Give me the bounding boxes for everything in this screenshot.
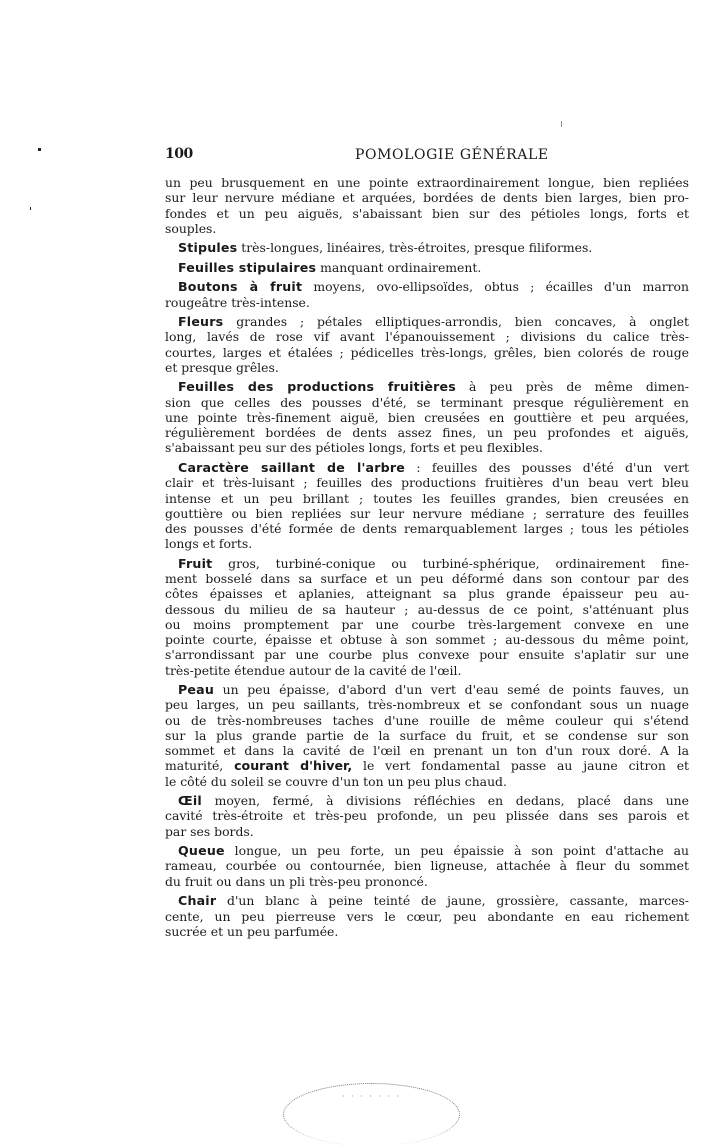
text-line — [165, 425, 689, 440]
line-text: longs et forts. — [165, 536, 253, 552]
text-line — [165, 632, 689, 647]
text-line — [165, 206, 689, 221]
text-line — [165, 329, 689, 344]
line-text: sommet et dans la cavité de l'œil en prenant un ton d'un roux doré. A la — [165, 743, 689, 759]
entry-term: Queue — [178, 843, 225, 859]
text-line — [165, 345, 689, 360]
text-line — [165, 395, 689, 410]
running-title: POMOLOGIE GÉNÉRALE — [355, 147, 549, 163]
text-line — [165, 697, 689, 712]
paragraph — [165, 460, 689, 552]
line-text: à peu près de même dimen- — [455, 379, 689, 395]
line-text: peu larges, un peu saillants, très-nombreux et se confondant sous un nuage — [165, 697, 689, 713]
paragraph — [165, 240, 689, 255]
text-line — [165, 793, 689, 808]
text-line — [165, 295, 689, 310]
line-text: sur leur nervure médiane et arquées, bordées de dents bien larges, bien pro- — [165, 190, 689, 206]
line-text: sion que celles des pousses d'été, se terminant presque régulièrement en — [165, 394, 689, 410]
text-line — [165, 602, 689, 617]
paragraph — [165, 175, 689, 236]
paragraph — [165, 793, 689, 839]
paragraph — [165, 314, 689, 375]
emphasis-text: courant d'hiver, — [234, 758, 353, 774]
text-line — [165, 586, 689, 601]
entry-term: Caractère saillant de l'arbre — [178, 460, 406, 476]
line-text: ou moins promptement par une courbe très-largement convexe en une — [165, 616, 689, 632]
text-line — [165, 460, 689, 475]
scan-speck — [30, 207, 31, 210]
line-text: courtes, larges et étalées ; pédicelles très-longs, grêles, bien colorés de rouge — [165, 344, 689, 360]
entry-term: Fruit — [178, 555, 213, 571]
paragraph — [165, 260, 689, 275]
text-line — [165, 491, 689, 506]
paragraph — [165, 279, 689, 310]
text-line — [165, 379, 689, 394]
line-text: souples. — [165, 220, 217, 236]
line-text: le vert fondamental passe au jaune citron et — [352, 758, 690, 774]
scan-speck — [561, 121, 562, 127]
text-line — [165, 663, 689, 678]
line-text: cente, un peu pierreuse vers le cœur, peu abondante en eau richement — [165, 908, 689, 924]
page-header — [150, 146, 690, 166]
entry-term: Fleurs — [178, 314, 224, 330]
line-text: très-petite étendue autour de la cavité de l'œil. — [165, 662, 462, 678]
text-line — [165, 240, 689, 255]
body-text — [165, 175, 689, 943]
line-text: du fruit ou dans un pli très-peu prononcé. — [165, 873, 428, 889]
paragraph — [165, 682, 689, 789]
line-text: clair et très-luisant ; feuilles des productions fruitières d'un beau vert bleu — [165, 475, 689, 491]
paragraph — [165, 843, 689, 889]
text-line — [165, 617, 689, 632]
library-stamp: · · · · · · · — [283, 1083, 460, 1146]
line-text: manquant ordinairement. — [316, 259, 482, 275]
scan-speck — [38, 148, 41, 151]
line-text: intense et un peu brillant ; toutes les feuilles grandes, bien creusées en — [165, 490, 689, 506]
text-line — [165, 874, 689, 889]
line-text: long, lavés de rose vif avant l'épanouissement ; divisions du calice très- — [165, 329, 689, 345]
paragraph — [165, 379, 689, 455]
line-text: d'un blanc à peine teinté de jaune, grossière, cassante, marces- — [216, 893, 689, 909]
paragraph — [165, 893, 689, 939]
text-line — [165, 743, 689, 758]
text-line — [165, 506, 689, 521]
line-text: dessous du milieu de sa hauteur ; au-dessus de ce point, s'atténuant plus — [165, 601, 689, 617]
text-line — [165, 190, 689, 205]
text-line — [165, 314, 689, 329]
text-line — [165, 924, 689, 939]
line-text: sucrée et un peu parfumée. — [165, 923, 339, 939]
text-line — [165, 713, 689, 728]
text-line — [165, 893, 689, 908]
text-line — [165, 410, 689, 425]
line-text: côtes épaisses et aplanies, atteignant sa plus grande épaisseur peu au- — [165, 586, 689, 602]
entry-term: Stipules — [178, 240, 238, 256]
text-line — [165, 647, 689, 662]
line-text: ment bosselé dans sa surface et un peu déformé dans son contour par des — [165, 571, 689, 587]
line-text: moyen, fermé, à divisions réfléchies en dedans, placé dans une — [201, 793, 689, 809]
line-text: rougeâtre très-intense. — [165, 294, 310, 310]
text-line — [165, 360, 689, 375]
text-line — [165, 279, 689, 294]
line-text: gros, turbiné-conique ou turbiné-sphérique, ordinairement fine- — [212, 555, 689, 571]
entry-term: Œil — [178, 793, 202, 809]
entry-term: Feuilles des productions fruitières — [178, 379, 456, 395]
text-line — [165, 521, 689, 536]
line-text: grandes ; pétales elliptiques-arrondis, bien concaves, à onglet — [223, 314, 689, 330]
line-text: longue, un peu forte, un peu épaissie à son point d'attache au — [224, 843, 689, 859]
text-line — [165, 475, 689, 490]
text-line — [165, 260, 689, 275]
line-text: un peu brusquement en une pointe extraordinairement longue, bien repliées — [165, 175, 689, 190]
text-line — [165, 774, 689, 789]
text-line — [165, 440, 689, 455]
text-line — [165, 556, 689, 571]
text-line — [165, 808, 689, 823]
line-text: très-longues, linéaires, très-étroites, presque filiformes. — [237, 240, 593, 256]
text-line — [165, 858, 689, 873]
line-text: fondes et un peu aiguës, s'abaissant bien sur des pétioles longs, forts et — [165, 205, 689, 221]
text-line — [165, 536, 689, 551]
line-text: cavité très-étroite et très-peu profonde, un peu plissée dans ses parois et — [165, 808, 689, 824]
line-text: des pousses d'été formée de dents remarquablement larges ; tous les pétioles — [165, 521, 689, 537]
line-text: par ses bords. — [165, 823, 254, 839]
entry-term: Chair — [178, 893, 217, 909]
text-line — [165, 221, 689, 236]
entry-term: Feuilles stipulaires — [178, 259, 317, 275]
text-line — [165, 571, 689, 586]
line-text: : feuilles des pousses d'été d'un vert — [405, 460, 689, 476]
text-line — [165, 824, 689, 839]
line-text: une pointe très-finement aiguë, bien creusées en gouttière et peu arquées, — [165, 409, 689, 425]
line-text: maturité, — [165, 758, 235, 774]
text-line — [165, 909, 689, 924]
line-text: le côté du soleil se couvre d'un ton un peu plus chaud. — [165, 773, 507, 789]
text-line — [165, 728, 689, 743]
line-text: moyens, ovo-ellipsoïdes, obtus ; écailles d'un marron — [302, 279, 689, 295]
line-text: un peu épaisse, d'abord d'un vert d'eau semé de points fauves, un — [214, 682, 689, 698]
line-text: s'abaissant peu sur des pétioles longs, forts et peu flexibles. — [165, 440, 543, 456]
text-line — [165, 843, 689, 858]
line-text: s'arrondissant par une courbe plus convexe pour ensuite s'aplatir sur une — [165, 647, 689, 663]
page-number: 100 — [165, 146, 193, 162]
line-text: gouttière ou bien repliées sur leur nervure médiane ; serrature des feuilles — [165, 505, 689, 521]
line-text: régulièrement bordées de dents assez fines, un peu profondes et aiguës, — [165, 425, 689, 441]
text-line — [165, 175, 689, 190]
text-line — [165, 758, 689, 773]
line-text: ou de très-nombreuses taches d'une rouille de même couleur qui s'étend — [165, 712, 689, 728]
entry-term: Boutons à fruit — [178, 279, 303, 295]
line-text: sur la plus grande partie de la surface du fruit, et se condense sur son — [165, 727, 689, 743]
line-text: et presque grêles. — [165, 359, 279, 375]
line-text: pointe courte, épaisse et obtuse à son sommet ; au-dessous du même point, — [165, 632, 689, 648]
line-text: rameau, courbée ou contournée, bien ligneuse, attachée à fleur du sommet — [165, 858, 689, 874]
text-line — [165, 682, 689, 697]
entry-term: Peau — [178, 682, 215, 698]
paragraph — [165, 556, 689, 678]
